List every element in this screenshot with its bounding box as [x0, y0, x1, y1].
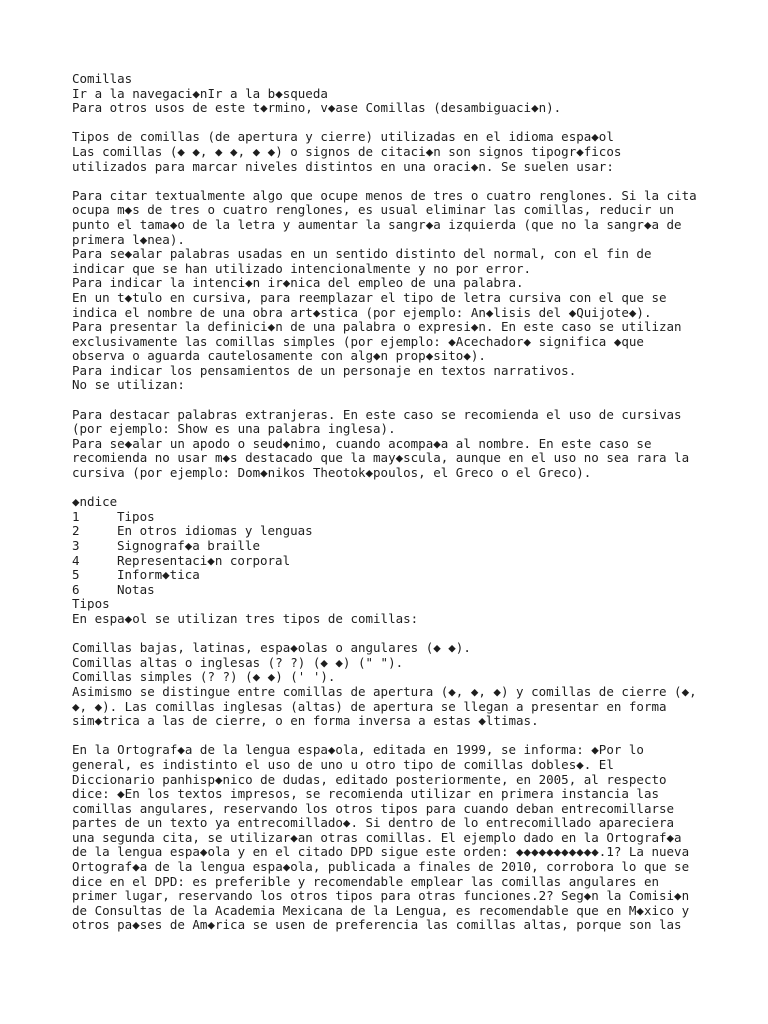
ortografia-line: En la Ortograf◆a de la lengua espa◆ola, editada en 1999, se informa: ◆Por lo: [72, 742, 644, 758]
uses-line: No se utilizan:: [72, 377, 185, 393]
toc-number: 4: [72, 552, 80, 568]
intro-line: Tipos de comillas (de apertura y cierre) utilizadas en el idioma espa◆ol: [72, 129, 614, 145]
blank-line: [72, 481, 702, 496]
toc-label[interactable]: Inform◆tica: [117, 567, 200, 583]
toc-number: 2: [72, 523, 80, 539]
ortografia-line: partes de un texto ya entrecomillado◆. Si dentro de lo entrecomillado apareciera: [72, 815, 675, 831]
non-uses-line: Para se◆alar un apodo o seud◆nimo, cuando acompa◆a al nombre. En este caso se: [72, 435, 652, 451]
toc-item[interactable]: [72, 539, 702, 554]
non-uses-block: [72, 408, 702, 481]
uses-block: [72, 189, 702, 393]
intro-block: [72, 130, 702, 174]
uses-line: Para presentar la definici◆n de una palabra o expresi◆n. En este caso se utilizan: [72, 319, 682, 335]
types-line: Comillas altas o inglesas (? ?) (◆ ◆) (" ").: [72, 654, 404, 670]
disambiguation-note: Para otros usos de este t◆rmino, v◆ase Comillas (desambiguaci◆n).: [72, 100, 562, 116]
ortografia-line: dice en el DPD: es preferible y recomendable emplear las comillas angulares en: [72, 873, 659, 889]
types-block: [72, 641, 702, 729]
table-of-contents: [72, 495, 702, 597]
uses-line: primera l◆nea).: [72, 231, 185, 247]
types-line: ◆, ◆). Las comillas inglesas (altas) de apertura se llegan a presentar en forma: [72, 698, 667, 714]
uses-line: Para indicar la intenci◆n ir◆nica del empleo de una palabra.: [72, 275, 524, 291]
toc-item[interactable]: [72, 554, 702, 569]
ortografia-line: de Consultas de la Academia Mexicana de la Lengua, es recomendable que en M◆xico y: [72, 902, 690, 918]
types-line: Comillas bajas, latinas, espa◆olas o angulares (◆ ◆).: [72, 640, 471, 656]
types-line: sim◆trica a las de cierre, o en forma inversa a estas ◆ltimas.: [72, 713, 539, 729]
ortografia-line: otros pa◆ses de Am◆rica se usen de preferencia las comillas altas, porque son las: [72, 917, 682, 933]
document-page: [72, 72, 702, 933]
ortografia-line: una segunda cita, se utilizar◆an otras comillas. El ejemplo dado en la Ortograf◆a: [72, 829, 682, 845]
uses-line: indica el nombre de una obra art◆stica (por ejemplo: An◆lisis del ◆Quijote◆).: [72, 304, 652, 320]
uses-line: punto el tama◆o de la letra y aumentar la sangr◆a izquierda (que no la sangr◆a de: [72, 216, 682, 232]
toc-heading: ◆ndice: [72, 494, 118, 510]
blank-line: [72, 393, 702, 408]
toc-item[interactable]: [72, 583, 702, 598]
uses-line: Para indicar los pensamientos de un personaje en textos narrativos.: [72, 362, 577, 378]
intro-line: Las comillas (◆ ◆, ◆ ◆, ◆ ◆) o signos de citaci◆n son signos tipogr◆ficos: [72, 143, 622, 159]
toc-label[interactable]: Tipos: [117, 508, 155, 524]
section-title: Tipos: [72, 596, 110, 612]
types-line: Asimismo se distingue entre comillas de apertura (◆, ◆, ◆) y comillas de cierre (◆,: [72, 683, 697, 699]
intro-line: utilizados para marcar niveles distintos en una oraci◆n. Se suelen usar:: [72, 158, 614, 174]
ortografia-line: Diccionario panhisp◆nico de dudas, editado posteriormente, en 2005, al respecto: [72, 771, 667, 787]
toc-number: 3: [72, 538, 80, 553]
non-uses-line: (por ejemplo: Show es una palabra inglesa).: [72, 421, 396, 437]
doc-title: Comillas: [72, 71, 133, 86]
toc-number: 5: [72, 567, 80, 583]
ortografia-line: primer lugar, reservando los otros tipos para otras funciones.2? Seg◆n la Comisi◆n: [72, 888, 690, 904]
uses-line: indicar que se han utilizado intencionalmente y no por error.: [72, 260, 532, 276]
toc-item[interactable]: [72, 524, 702, 539]
toc-item[interactable]: [72, 568, 702, 583]
uses-line: Para citar textualmente algo que ocupe menos de tres o cuatro renglones. Si la cita: [72, 187, 697, 203]
blank-line: [72, 627, 702, 642]
uses-line: observa o aguarda cautelosamente con alg◆n prop◆sito◆).: [72, 348, 486, 364]
uses-line: Para se◆alar palabras usadas en un sentido distinto del normal, con el fin de: [72, 246, 652, 262]
section-intro: En espa◆ol se utilizan tres tipos de comillas:: [72, 610, 419, 626]
non-uses-line: Para destacar palabras extranjeras. En este caso se recomienda el uso de cursivas: [72, 406, 682, 422]
ortografia-line: Ortograf◆a de la lengua espa◆ola, publicada a finales de 2010, corrobora lo que se: [72, 859, 690, 875]
toc-label[interactable]: Notas: [117, 581, 155, 597]
types-line: Comillas simples (? ?) (◆ ◆) (' ').: [72, 669, 336, 685]
ortografia-line: dice: ◆En los textos impresos, se recomienda utilizar en primera instancia las: [72, 786, 659, 802]
non-uses-line: recomienda no usar m◆s destacado que la may◆scula, aunque en el uso no sea rara la: [72, 450, 690, 466]
toc-item[interactable]: [72, 510, 702, 525]
uses-line: En un t◆tulo en cursiva, para reemplazar el tipo de letra cursiva con el que se: [72, 289, 667, 305]
uses-line: ocupa m◆s de tres o cuatro renglones, es usual eliminar las comillas, reducir un: [72, 202, 675, 218]
toc-number: 1: [72, 508, 80, 524]
toc-label[interactable]: Signograf◆a braille: [117, 538, 260, 553]
ortografia-line: general, es indistinto el uso de uno u otro tipo de comillas dobles◆. El: [72, 756, 614, 772]
ortografia-block: [72, 743, 702, 933]
blank-line: [72, 174, 702, 189]
non-uses-line: cursiva (por ejemplo: Dom◆nikos Theotok◆poulos, el Greco o el Greco).: [72, 465, 592, 481]
ortografia-line: comillas angulares, reservando los otros tipos para cuando deban entrecomillarse: [72, 800, 675, 816]
toc-number: 6: [72, 581, 80, 597]
toc-label[interactable]: Representaci◆n corporal: [117, 552, 291, 568]
blank-line: [72, 116, 702, 131]
blank-line: [72, 729, 702, 744]
uses-line: exclusivamente las comillas simples (por ejemplo: ◆Acechador◆ significa ◆que: [72, 333, 644, 349]
nav-links: Ir a la navegaci◆nIr a la b◆squeda: [72, 85, 328, 101]
ortografia-line: de la lengua espa◆ola y en el citado DPD sigue este orden: ◆◆◆◆◆◆◆◆◆◆◆.1? La nueva: [72, 844, 690, 860]
toc-label[interactable]: En otros idiomas y lenguas: [117, 523, 313, 539]
